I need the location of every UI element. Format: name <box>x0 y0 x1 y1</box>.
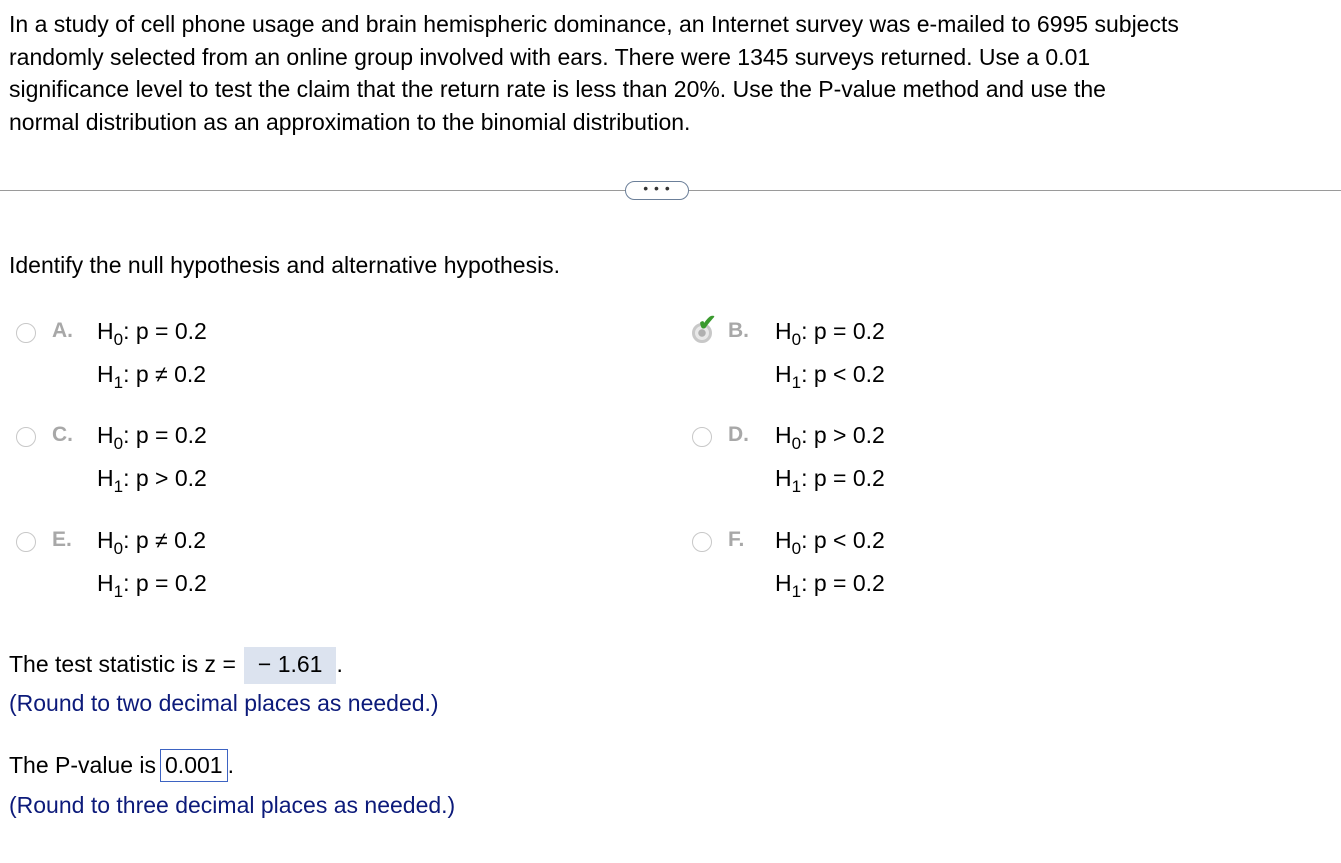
radio-button[interactable] <box>692 532 712 552</box>
p-value-input[interactable]: 0.001 <box>160 749 228 782</box>
question-line: normal distribution as an approximation to the binomial distribution. <box>9 108 691 135</box>
checkmark-icon: ✔ <box>698 310 717 335</box>
test-statistic-row <box>9 647 343 684</box>
null-hypothesis: $H_0$: p > 0.2 <box>775 422 885 453</box>
option-letter: A. <box>52 319 73 342</box>
test-statistic-label: The test statistic is z = <box>9 651 236 677</box>
option-letter: D. <box>728 423 749 446</box>
option-letter: E. <box>52 528 72 551</box>
alternative-hypothesis: $H_1$: p = 0.2 <box>97 570 207 601</box>
question-line: significance level to test the claim that the return rate is less than 20%. Use the P-value method and use the <box>9 76 1106 102</box>
alternative-hypothesis: $H_1$: p < 0.2 <box>775 361 885 392</box>
p-value-label: The P-value is <box>9 752 157 778</box>
option-letter: C. <box>52 423 73 446</box>
test-statistic-hint: (Round to two decimal places as needed.) <box>9 690 439 716</box>
period: . <box>227 752 234 778</box>
p-value-hint: (Round to three decimal places as needed.) <box>9 792 456 818</box>
question-text <box>9 8 1339 138</box>
alternative-hypothesis: $H_1$: p ≠ 0.2 <box>97 361 207 392</box>
null-hypothesis: $H_0$: p < 0.2 <box>775 527 885 558</box>
question-line: In a study of cell phone usage and brain hemispheric dominance, an Internet survey was e-mailed to 6995 subjects <box>9 11 1179 37</box>
radio-button[interactable] <box>16 323 36 343</box>
alternative-hypothesis: $H_1$: p = 0.2 <box>775 465 885 496</box>
radio-button[interactable] <box>692 427 712 447</box>
alternative-hypothesis: $H_1$: p > 0.2 <box>97 465 207 496</box>
null-hypothesis: $H_0$: p ≠ 0.2 <box>97 527 207 558</box>
radio-button[interactable] <box>16 532 36 552</box>
period: . <box>336 651 343 677</box>
option-letter: F. <box>728 528 745 551</box>
question-line: randomly selected from an online group involved with ears. There were 1345 surveys returned. Use a 0.01 <box>9 43 1091 70</box>
option-letter: B. <box>728 319 749 342</box>
test-statistic-answer: − 1.61 <box>244 647 337 684</box>
null-hypothesis: $H_0$: p = 0.2 <box>775 318 885 349</box>
alternative-hypothesis: $H_1$: p = 0.2 <box>775 570 885 601</box>
p-value-row <box>9 749 234 782</box>
null-hypothesis: $H_0$: p = 0.2 <box>97 318 207 349</box>
radio-button[interactable] <box>16 427 36 447</box>
null-hypothesis: $H_0$: p = 0.2 <box>97 422 207 453</box>
more-button[interactable]: • • • <box>625 181 689 200</box>
prompt: Identify the null hypothesis and alternative hypothesis. <box>9 252 561 278</box>
